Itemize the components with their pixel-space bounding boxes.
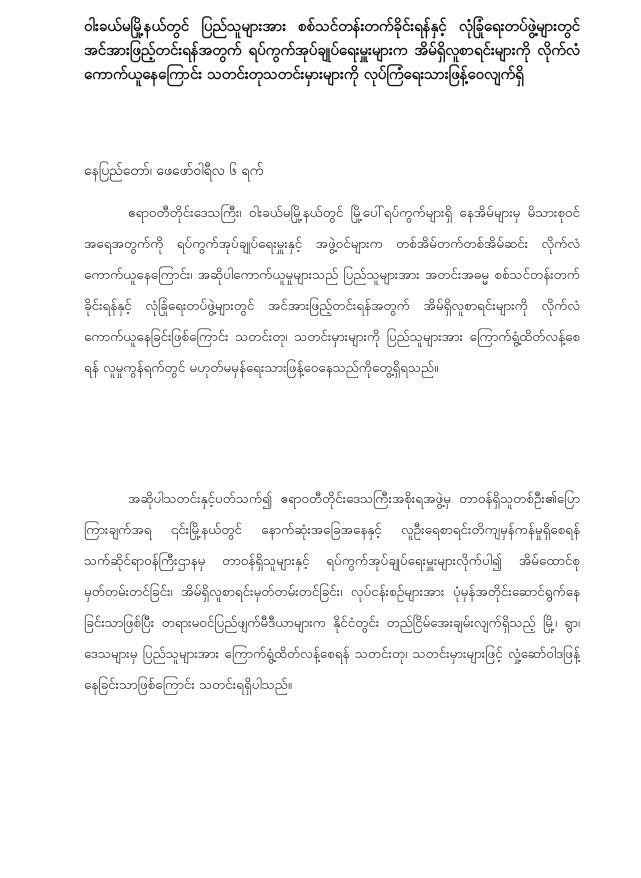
article-paragraph-1: ဧရာဝတီတိုင်းဒေသကြီး၊ ဝါးခယ်မမြို့နယ်တွင် မြို့ပေါ်ရပ်ကွက်များရှိ နေအိမ်များမှ မိသားစုဝင်အရေအတွက်ကို ရပ်ကွက်အုပ်ချုပ်ရေးမှူးနှင့် အဖွဲ့ဝင်များက တစ်အိမ်တက်တစ်အိမ်ဆင်း လိုက်လံကောက်ယူနေကြောင်း၊ အဆိုပါကောက်ယူမှုများသည် ပြည်သူများအား အတင်းအဓမ္မ စစ်သင်တန်းတက်ခိုင်းရန်နှင့် လုံခြုံရေးတပ်ဖွဲ့များတွင် အင်အားဖြည့်တင်းရန်အတွက် အိမ်ရှိလူစာရင်းများကို လိုက်လံကောက်ယူနေခြင်းဖြစ်ကြောင်း သတင်းတု၊ သတင်းမှားများကို ပြည်သူများအား ကြောက်ရွံ့ထိတ်လန့်စေရန် လူမှုကွန်ရက်တွင် မဟုတ်မမှန်ရေးသားဖြန့်ဝေနေသည်ကိုတွေ့ရှိရသည်။ [84,205,580,376]
article-headline: ဝါးခယ်မမြို့နယ်တွင် ပြည်သူများအား စစ်သင်တန်းတက်ခိုင်းရန်နှင့် လုံခြုံရေးတပ်ဖွဲ့များတွင် အင်အားဖြည့်တင်းရန်အတွက် ရပ်ကွက်အုပ်ချုပ်ရေးမှူးများက အိမ်ရှိလူစာရင်းများကို လိုက်လံကောက်ယူနေကြောင်း သတင်းတုသတင်းမှားများကို လုပ်ကြံရေးသားဖြန့်ဝေလျက်ရှိ [84,17,580,83]
article-dateline: နေပြည်တော်၊ ဖေဖော်ဝါရီလ ၆ ရက် [84,163,264,179]
article-paragraph-2: အဆိုပါသတင်းနှင့်ပတ်သက်၍ ဧရာဝတီတိုင်းဒေသကြီးအစိုးရအဖွဲ့မှ တာဝန်ရှိသူတစ်ဦး၏ပြောကြားချက်အရ ၎င်းမြို့နယ်တွင် နောက်ဆုံးအခြေအနေနှင့် လူဦးရေစာရင်းတိကျမှန်ကန်မှုရှိစေရန် သက်ဆိုင်ရာဝန်ကြီးဌာနမှ တာဝန်ရှိသူများနှင့် ရပ်ကွက်အုပ်ချုပ်ရေးမှူးများလိုက်ပါ၍ အိမ်ထောင်စုမှတ်တမ်းတင်ခြင်း၊ အိမ်ရှိလူစာရင်းမှတ်တမ်းတင်ခြင်း၊ လုပ်ငန်းစဉ်များအား ပုံမှန်အတိုင်းဆောင်ရွက်နေခြင်းသာဖြစ်ပြီး တရားမဝင်ပြည်ဖျက်မီဒီယာများက နိုင်ငံတွင်း တည်ငြိမ်အေးချမ်းလျက်ရှိသည့် မြို့၊ ရွာ၊ ဒေသများမှ ပြည်သူများအား ကြောက်ရွံ့ထိတ်လန့်စေရန် သတင်းတု၊ သတင်းမှားများဖြင့် လှုံ့ဆော်ဝါဒဖြန့်နေခြင်းသာဖြစ်ကြောင်း သတင်းရရှိပါသည်။ [84,491,580,693]
